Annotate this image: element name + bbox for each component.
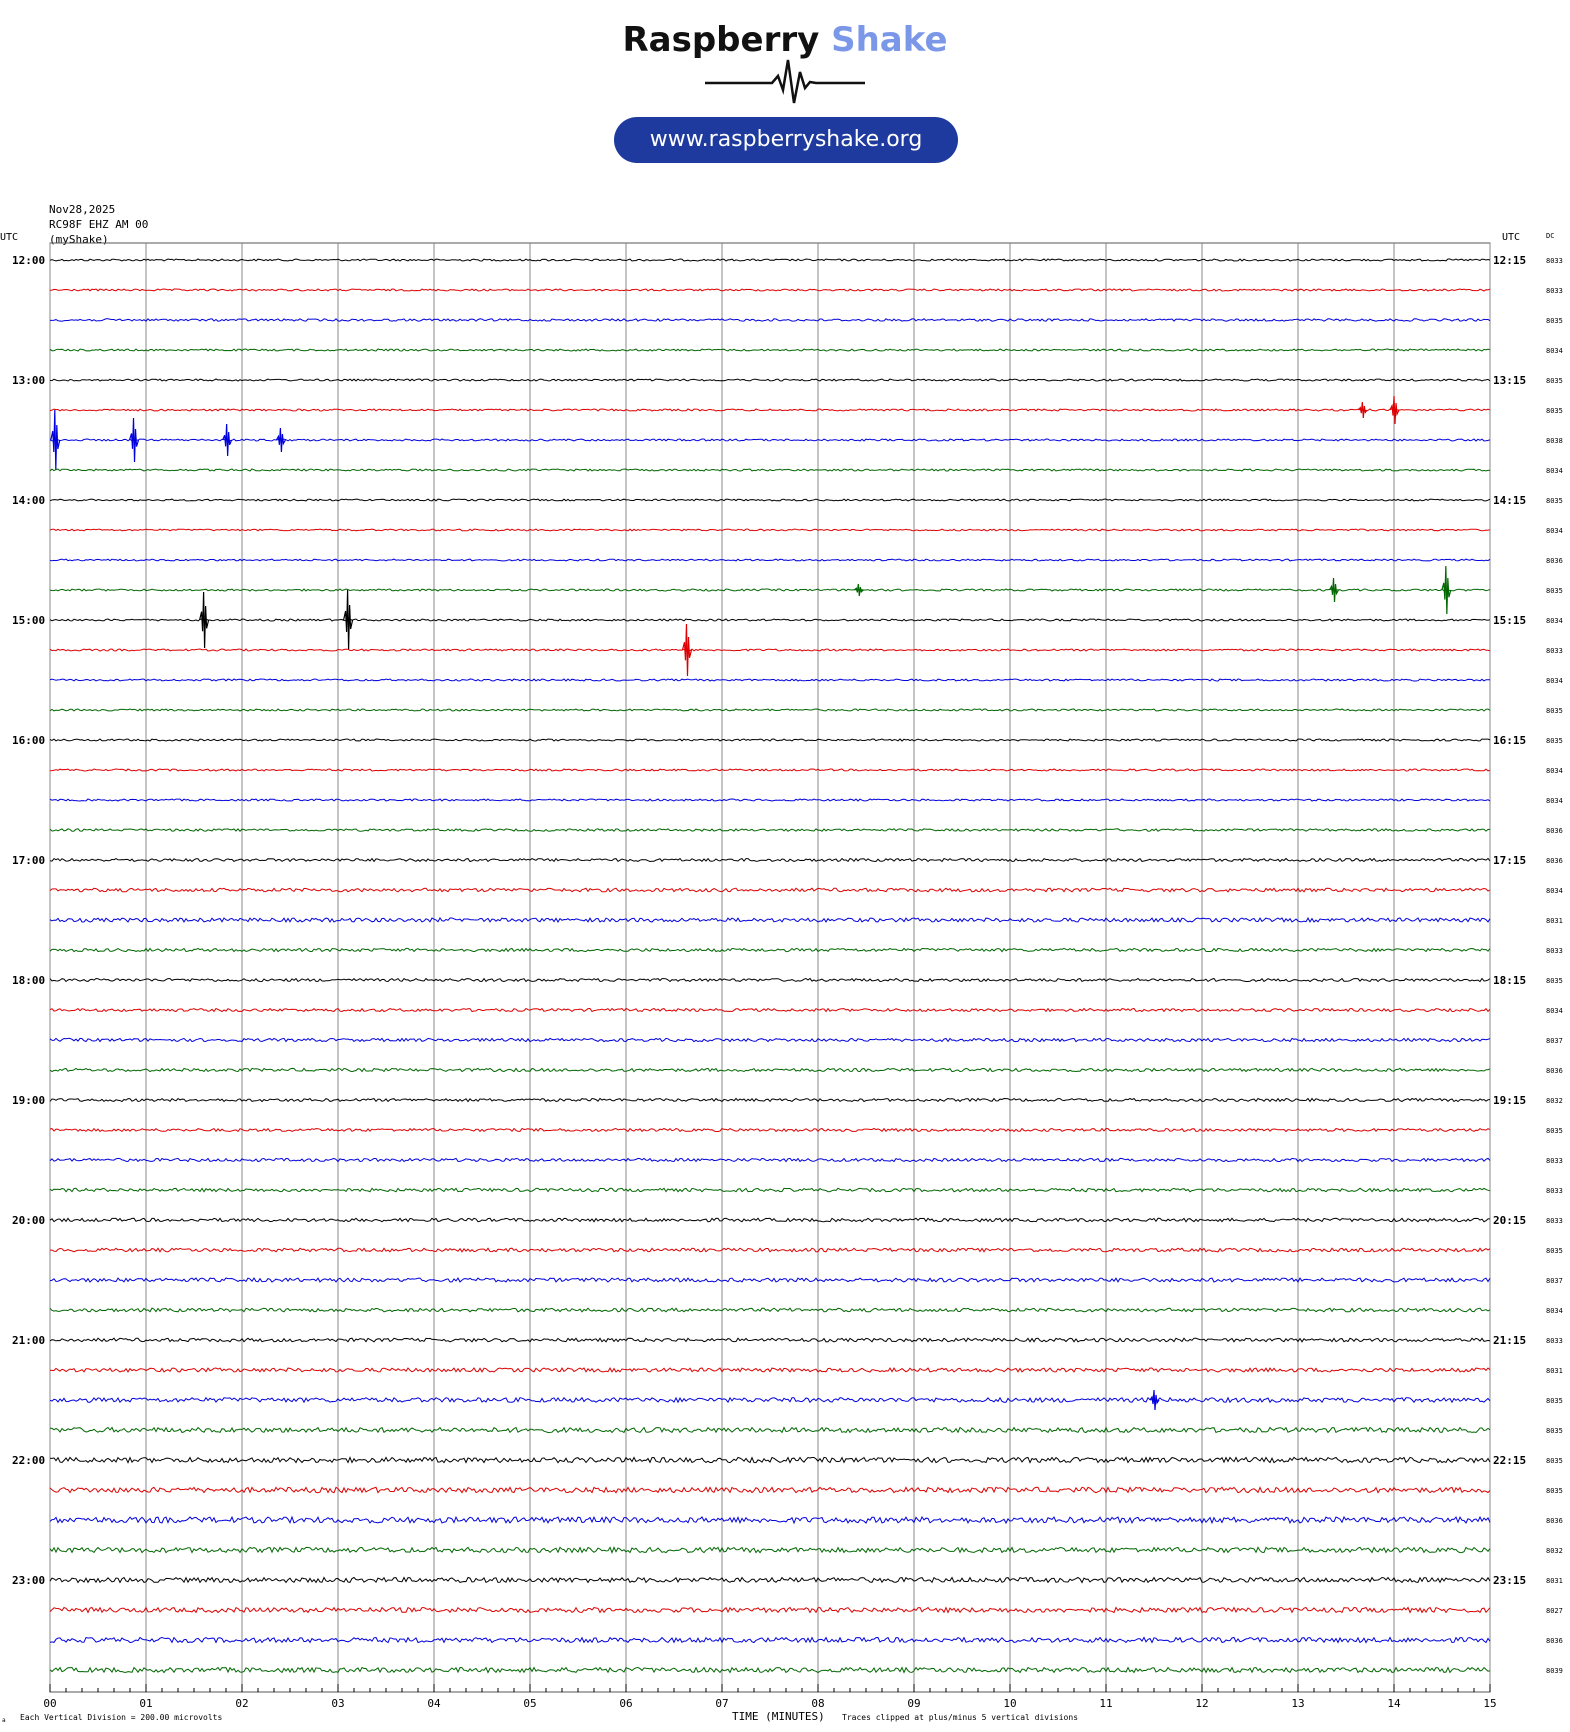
seismic-trace [50,1638,1490,1643]
date-label: Nov28,2025 [49,203,116,216]
dc-offset-label: 8034 [1546,1007,1563,1015]
seismic-trace [50,1218,1490,1221]
seismic-trace [50,409,1490,411]
brand-name [0,20,1570,60]
dc-offset-label: 8034 [1546,677,1563,685]
hour-label-left: 17:00 [12,854,46,867]
dc-offset-label: 8033 [1546,1157,1563,1165]
dc-offset-label: 8035 [1546,1247,1563,1255]
hour-label-left: 22:00 [12,1454,46,1467]
dc-offset-label: 8034 [1546,347,1563,355]
dc-offset-label: 8036 [1546,827,1563,835]
seismic-wave-logo-icon [700,58,870,108]
dc-offset-label: 8035 [1546,317,1563,325]
x-tick-label: 15 [1483,1697,1497,1710]
x-tick-label: 13 [1291,1697,1305,1710]
website-link[interactable]: www.raspberryshake.org [614,117,958,163]
seismic-trace [50,1068,1490,1071]
dc-offset-label: 8034 [1546,1307,1563,1315]
hour-label-right: 14:15 [1493,494,1527,507]
seismic-trace [50,979,1490,982]
dc-offset-label: 8031 [1546,917,1563,925]
seismic-trace [50,679,1490,681]
seismic-trace [50,1428,1490,1433]
dc-offset-label: 8033 [1546,647,1563,655]
hour-label-right: 15:15 [1493,614,1527,627]
seismic-trace [50,1038,1490,1041]
dc-offset-label: 8033 [1546,947,1563,955]
seismic-trace [50,439,1490,441]
seismic-trace [50,799,1490,801]
raspberry-shake-logo [0,0,1570,175]
hour-label-right: 21:15 [1493,1334,1527,1347]
x-tick-label: 01 [139,1697,153,1710]
dc-offset-label: 8032 [1546,1547,1563,1555]
seismic-trace [50,739,1490,741]
dc-offset-label: 8035 [1546,977,1563,985]
dc-offset-label: 8033 [1546,1187,1563,1195]
brand-main: Raspberry [622,20,820,60]
hour-label-left: 14:00 [12,494,46,507]
dc-offset-label: 8032 [1546,1097,1563,1105]
dc-offset-label: 8033 [1546,1337,1563,1345]
x-tick-label: 11 [1099,1697,1113,1710]
x-axis-title: TIME (MINUTES) [732,1710,825,1723]
seismic-trace [50,1308,1490,1312]
hour-label-left: 15:00 [12,614,46,627]
dc-offset-label: 8031 [1546,1367,1563,1375]
dc-offset-label: 8035 [1546,737,1563,745]
seismic-trace [50,1009,1490,1012]
dc-offset-label: 8035 [1546,1487,1563,1495]
seismic-trace [50,1547,1490,1552]
seismic-trace [50,1487,1490,1492]
hour-label-left: 23:00 [12,1574,46,1587]
hour-label-right: 12:15 [1493,254,1527,267]
seismic-trace [50,1517,1490,1523]
seismic-trace [50,1668,1490,1673]
hour-label-left: 20:00 [12,1214,46,1227]
seismic-trace [50,859,1490,862]
dc-offset-label: 8034 [1546,797,1563,805]
dc-offset-label: 8039 [1546,1667,1563,1675]
x-tick-label: 14 [1387,1697,1401,1710]
hour-label-right: 17:15 [1493,854,1527,867]
dc-offset-label: 8033 [1546,1217,1563,1225]
dc-offset-label: 8035 [1546,707,1563,715]
seismic-trace [50,469,1490,471]
hour-label-left: 18:00 [12,974,46,987]
dc-offset-label: 8036 [1546,857,1563,865]
dc-offset-label: 8036 [1546,1637,1563,1645]
brand-accent: Shake [831,20,948,60]
utc-left-label: UTC [0,232,19,243]
seismic-trace [50,529,1490,531]
hour-label-right: 23:15 [1493,1574,1527,1587]
x-tick-label: 12 [1195,1697,1209,1710]
seismic-trace [50,918,1490,922]
seismic-trace [50,379,1490,381]
x-tick-label: 00 [43,1697,57,1710]
dc-offset-label: 8035 [1546,497,1563,505]
x-tick-label: 05 [523,1697,537,1710]
dc-offset-label: 8035 [1546,407,1563,415]
dc-offset-label: 8033 [1546,257,1563,265]
seismic-trace [50,1158,1490,1161]
dc-offset-label: 8038 [1546,437,1563,445]
seismic-trace [50,709,1490,711]
seismic-trace [50,1368,1490,1372]
dc-offset-label: 8034 [1546,467,1563,475]
x-tick-label: 03 [331,1697,345,1710]
seismic-trace [50,1457,1490,1462]
dc-offset-label: 8035 [1546,1457,1563,1465]
x-tick-label: 02 [235,1697,249,1710]
seismic-trace [50,619,1490,621]
x-tick-label: 06 [619,1697,633,1710]
seismic-trace [50,349,1490,351]
x-tick-label: 04 [427,1697,441,1710]
seismic-trace [50,1099,1490,1102]
seismic-trace [50,1338,1490,1342]
hour-label-left: 13:00 [12,374,46,387]
seismic-trace [50,1398,1490,1403]
dc-offset-label: 8035 [1546,1397,1563,1405]
hour-label-right: 13:15 [1493,374,1527,387]
dc-offset-label: 8036 [1546,557,1563,565]
dc-offset-label: 8027 [1546,1607,1563,1615]
dc-offset-label: 8034 [1546,617,1563,625]
seismic-trace [50,829,1490,831]
station-label: RC98F EHZ AM 00 [49,218,149,231]
seismic-trace [50,1608,1490,1613]
seismic-trace [50,888,1490,892]
seismic-trace [50,1129,1490,1132]
hour-label-right: 16:15 [1493,734,1527,747]
dc-offset-label: 8035 [1546,1127,1563,1135]
corner-mark: a [2,1717,6,1724]
hour-label-left: 21:00 [12,1334,46,1347]
dc-offset-label: 8036 [1546,1517,1563,1525]
seismic-trace [50,1578,1490,1583]
hour-label-left: 12:00 [12,254,46,267]
seismic-trace [50,319,1490,321]
x-tick-label: 07 [715,1697,729,1710]
dc-label: DC [1546,232,1555,240]
plot-frame [50,243,1490,1692]
hour-label-right: 18:15 [1493,974,1527,987]
vertical-division-note: Each Vertical Division = 200.00 microvolts [20,1713,223,1722]
hour-label-left: 19:00 [12,1094,46,1107]
dc-offset-label: 8036 [1546,1067,1563,1075]
seismic-trace [50,289,1490,291]
seismic-trace [50,769,1490,771]
dc-offset-label: 8035 [1546,587,1563,595]
seismic-trace [50,559,1490,561]
dc-offset-label: 8037 [1546,1277,1563,1285]
seismic-trace [50,589,1490,591]
utc-right-label: UTC [1502,232,1521,243]
seismic-trace [50,1188,1490,1191]
dc-offset-label: 8034 [1546,767,1563,775]
x-tick-label: 09 [907,1697,921,1710]
dc-offset-label: 8034 [1546,527,1563,535]
dc-offset-label: 8037 [1546,1037,1563,1045]
hour-label-left: 16:00 [12,734,46,747]
x-tick-label: 10 [1003,1697,1017,1710]
seismic-trace [50,948,1490,951]
dc-offset-label: 8035 [1546,377,1563,385]
seismic-trace [50,649,1490,651]
station-header [49,202,148,247]
seismic-trace [50,1278,1490,1282]
seismic-trace [50,1248,1490,1252]
seismic-trace [50,499,1490,501]
network-label: (myShake) [49,233,109,246]
hour-label-right: 22:15 [1493,1454,1527,1467]
dc-offset-label: 8034 [1546,887,1563,895]
clipping-note: Traces clipped at plus/minus 5 vertical divisions [842,1713,1079,1722]
hour-label-right: 19:15 [1493,1094,1527,1107]
dc-offset-label: 8035 [1546,1427,1563,1435]
dc-offset-label: 8033 [1546,287,1563,295]
hour-label-right: 20:15 [1493,1214,1527,1227]
x-tick-label: 08 [811,1697,825,1710]
dc-offset-label: 8031 [1546,1577,1563,1585]
seismic-trace [50,259,1490,261]
